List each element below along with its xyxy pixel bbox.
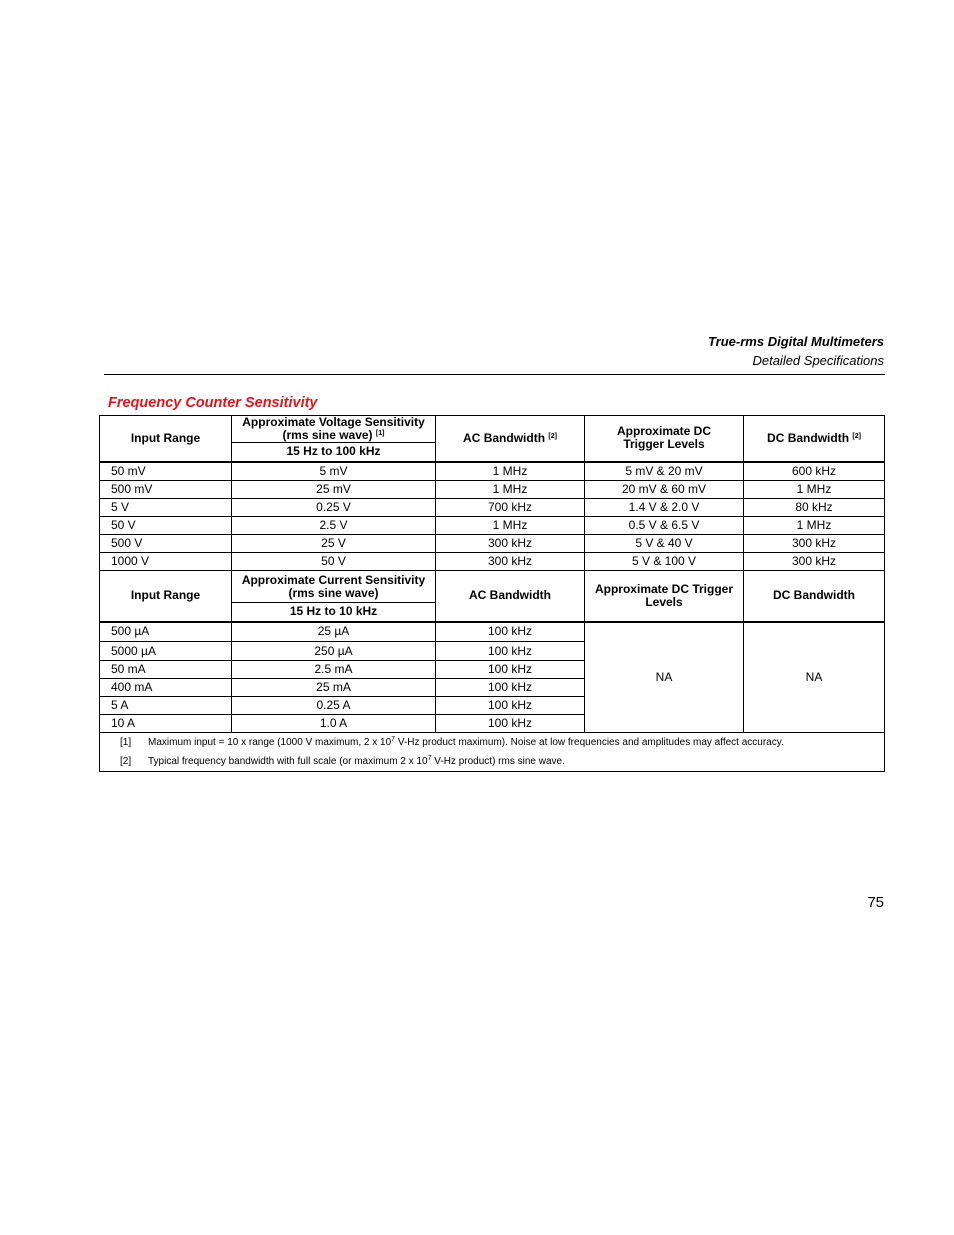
range-cell: 50 V [100, 517, 232, 535]
current-freq-range-header: 15 Hz to 10 kHz [232, 603, 436, 622]
dc-bandwidth-na-cell: NA [744, 622, 885, 733]
footnotes-cell [100, 733, 885, 772]
sensitivity-cell: 25 V [232, 535, 436, 553]
dc-bandwidth-cell: 80 kHz [744, 499, 885, 517]
ac-bandwidth-cell: 100 kHz [436, 622, 585, 642]
footnote-1-text: Maximum input = 10 x range (1000 V maximum, 2 x 10 [148, 737, 392, 748]
range-cell: 400 mA [100, 679, 232, 697]
table-row [100, 462, 885, 481]
voltage-dc-bandwidth-label: DC Bandwidth [767, 430, 850, 445]
section-title: Frequency Counter Sensitivity [108, 395, 318, 411]
current-dc-trigger-header [585, 571, 744, 622]
dc-bandwidth-cell: 1 MHz [744, 517, 885, 535]
voltage-sensitivity-header-line1: Approximate Voltage Sensitivity [242, 415, 425, 429]
header-rule [104, 374, 885, 375]
dc-trigger-cell: 20 mV & 60 mV [585, 481, 744, 499]
dc-trigger-cell: 1.4 V & 2.0 V [585, 499, 744, 517]
range-cell: 500 µA [100, 622, 232, 642]
ac-bandwidth-cell: 100 kHz [436, 642, 585, 661]
footnote-2-text-end: V-Hz product) rms sine wave. [431, 756, 565, 767]
voltage-freq-range-header: 15 Hz to 100 kHz [232, 443, 436, 462]
sensitivity-cell: 2.5 V [232, 517, 436, 535]
ac-bandwidth-cell: 100 kHz [436, 715, 585, 733]
dc-bandwidth-cell: 1 MHz [744, 481, 885, 499]
footnote-2-number: [2] [120, 756, 132, 767]
table-row [100, 535, 885, 553]
current-dc-bandwidth-header: DC Bandwidth [744, 571, 885, 622]
range-cell: 50 mA [100, 661, 232, 679]
range-cell: 5 V [100, 499, 232, 517]
voltage-ac-bandwidth-header [436, 416, 585, 462]
ac-bandwidth-cell: 1 MHz [436, 481, 585, 499]
current-sensitivity-header [232, 571, 436, 603]
current-ac-bandwidth-header: AC Bandwidth [436, 571, 585, 622]
table-row [100, 517, 885, 535]
ac-bandwidth-cell: 1 MHz [436, 517, 585, 535]
table-row [100, 499, 885, 517]
voltage-header-row [100, 416, 885, 443]
footnote-1 [120, 733, 878, 752]
table-row [100, 553, 885, 571]
voltage-dc-trigger-header [585, 416, 744, 462]
range-cell: 50 mV [100, 462, 232, 481]
footnote-ref-2: [2] [548, 432, 557, 440]
footnote-2 [120, 752, 878, 771]
current-dc-trigger-line2: Levels [645, 594, 683, 609]
range-cell: 1000 V [100, 553, 232, 571]
footnote-2-text: Typical frequency bandwidth with full scale (or maximum 2 x 10 [148, 756, 428, 767]
dc-bandwidth-cell: 300 kHz [744, 553, 885, 571]
footnote-ref-1: [1] [375, 430, 385, 437]
voltage-dc-trigger-line1: Approximate DC [616, 424, 711, 439]
footnote-1-number: [1] [120, 737, 132, 748]
range-cell: 5 A [100, 697, 232, 715]
footnote-ref-2: [2] [852, 432, 861, 440]
sensitivity-cell: 0.25 V [232, 499, 436, 517]
sensitivity-cell: 25 µA [232, 622, 436, 642]
sensitivity-cell: 250 µA [232, 642, 436, 661]
voltage-sensitivity-header [232, 416, 436, 443]
ac-bandwidth-cell: 100 kHz [436, 679, 585, 697]
current-header-row [100, 571, 885, 603]
current-input-range-header: Input Range [100, 571, 232, 622]
voltage-ac-bandwidth-label: AC Bandwidth [463, 430, 546, 445]
range-cell: 5000 µA [100, 642, 232, 661]
page-number: 75 [867, 894, 884, 911]
table-row [100, 622, 885, 642]
footnote-1-text-end: V-Hz product maximum). Noise at low frequencies and amplitudes may affect accuracy. [395, 737, 784, 748]
ac-bandwidth-cell: 300 kHz [436, 553, 585, 571]
voltage-sensitivity-header-line2: (rms sine wave) [282, 428, 373, 442]
dc-trigger-cell: 5 V & 100 V [585, 553, 744, 571]
sensitivity-cell: 0.25 A [232, 697, 436, 715]
ac-bandwidth-cell: 700 kHz [436, 499, 585, 517]
document-title: True-rms Digital Multimeters [707, 334, 884, 349]
dc-trigger-cell: 5 V & 40 V [585, 535, 744, 553]
dc-trigger-na-cell: NA [585, 622, 744, 733]
range-cell: 10 A [100, 715, 232, 733]
sensitivity-cell: 1.0 A [232, 715, 436, 733]
dc-trigger-cell: 5 mV & 20 mV [585, 462, 744, 481]
ac-bandwidth-cell: 100 kHz [436, 697, 585, 715]
voltage-input-range-header: Input Range [100, 416, 232, 462]
dc-bandwidth-cell: 600 kHz [744, 462, 885, 481]
footnote-2-exponent: 7 [427, 755, 432, 762]
current-sensitivity-header-line1: Approximate Current Sensitivity [241, 572, 426, 587]
sensitivity-cell: 25 mA [232, 679, 436, 697]
voltage-dc-bandwidth-header [744, 416, 885, 462]
sensitivity-cell: 2.5 mA [232, 661, 436, 679]
ac-bandwidth-cell: 100 kHz [436, 661, 585, 679]
footnote-1-exponent: 7 [391, 736, 396, 743]
footnotes-row [100, 733, 885, 772]
sensitivity-cell: 5 mV [232, 462, 436, 481]
dc-bandwidth-cell: 300 kHz [744, 535, 885, 553]
frequency-counter-table [99, 415, 885, 772]
document-subtitle: Detailed Specifications [752, 353, 884, 368]
range-cell: 500 mV [100, 481, 232, 499]
ac-bandwidth-cell: 1 MHz [436, 462, 585, 481]
voltage-dc-trigger-line2: Trigger Levels [623, 437, 705, 452]
ac-bandwidth-cell: 300 kHz [436, 535, 585, 553]
current-dc-trigger-line1: Approximate DC Trigger [594, 581, 734, 596]
sensitivity-cell: 25 mV [232, 481, 436, 499]
current-sensitivity-header-line2: (rms sine wave) [288, 585, 379, 600]
sensitivity-cell: 50 V [232, 553, 436, 571]
range-cell: 500 V [100, 535, 232, 553]
table-row [100, 481, 885, 499]
dc-trigger-cell: 0.5 V & 6.5 V [585, 517, 744, 535]
